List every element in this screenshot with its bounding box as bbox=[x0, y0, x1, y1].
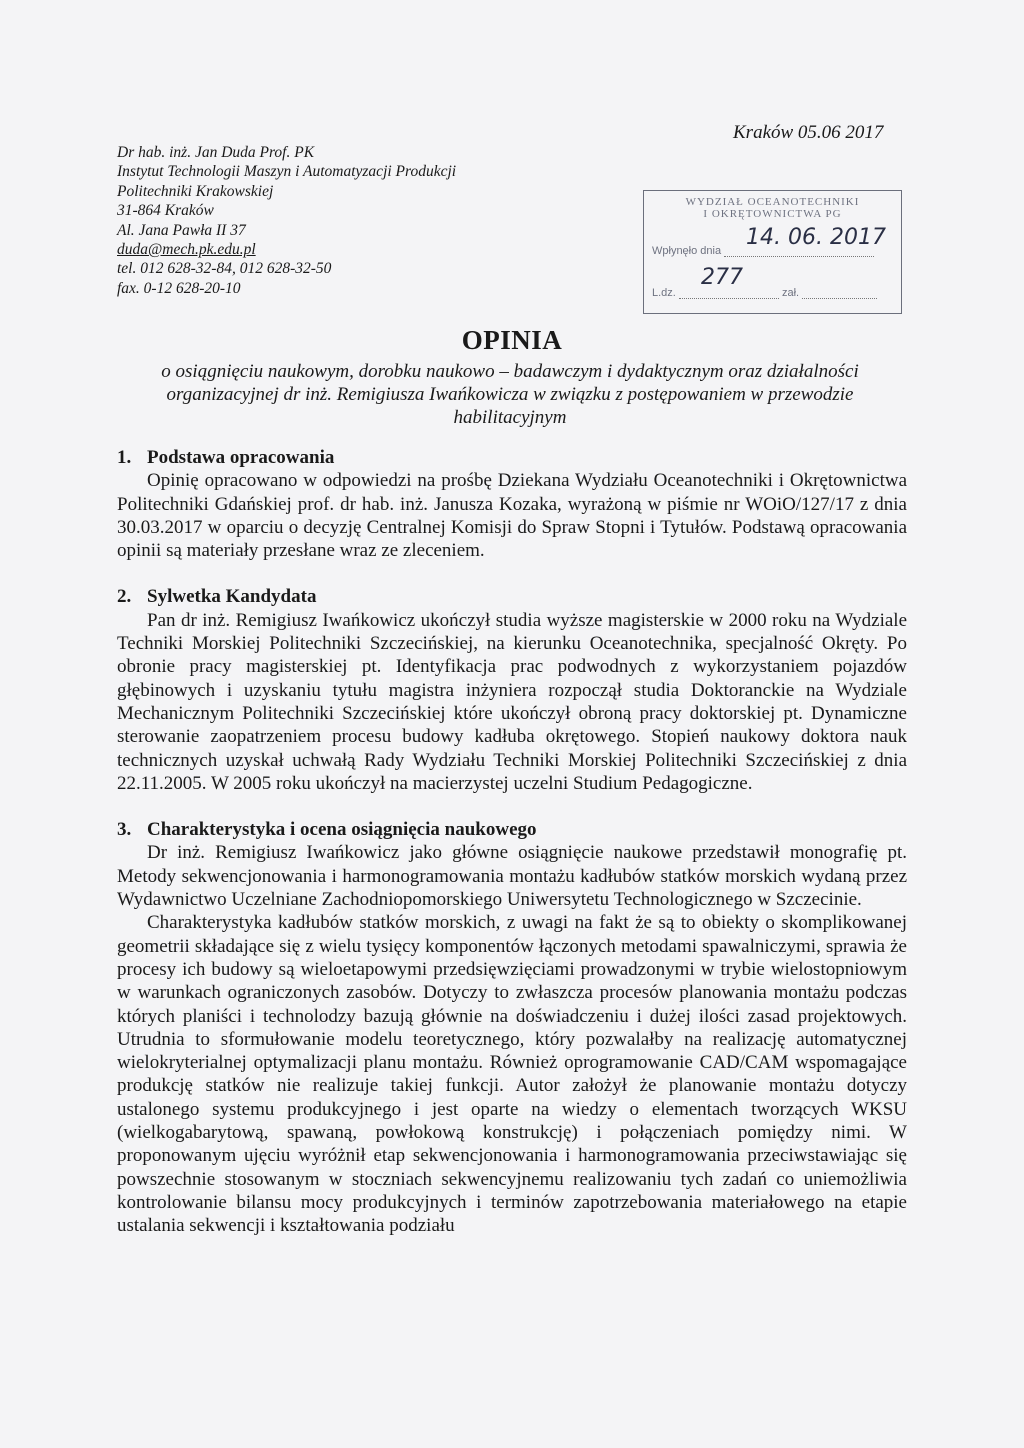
section-heading bbox=[117, 818, 907, 841]
sender-tel: tel. 012 628-32-84, 012 628-32-50 bbox=[117, 260, 332, 278]
section-title: Podstawa opracowania bbox=[147, 447, 335, 468]
document-subtitle: o osiągnięciu naukowym, dorobku naukowo – badawczym i dydaktycznym oraz działalności organizacyjnej dr inż. Remigiusza Iwańkowicza w związku z postępowaniem w przewodzie habilitacyjnym bbox=[161, 361, 859, 428]
stamp-ldz-dots bbox=[679, 298, 779, 299]
sender-street: Al. Jana Pawła II 37 bbox=[117, 221, 246, 239]
document-title: OPINIA bbox=[461, 325, 563, 355]
stamp-ldz-row bbox=[652, 287, 877, 299]
section-number: 2. bbox=[117, 586, 132, 608]
stamp-received-label: Wpłynęło dnia bbox=[652, 245, 722, 257]
section-number: 3. bbox=[117, 819, 132, 841]
stamp-zal-dots bbox=[802, 298, 877, 299]
sender-university: Politechniki Krakowskiej bbox=[117, 182, 274, 200]
sender-institute: Instytut Technologii Maszyn i Automatyzacji Produkcji bbox=[117, 163, 457, 181]
section-heading bbox=[117, 446, 907, 469]
place-date: Kraków 05.06 2017 bbox=[733, 122, 884, 143]
section-3 bbox=[117, 818, 907, 1237]
stamp-org bbox=[644, 196, 901, 220]
sender-postal: 31-864 Kraków bbox=[117, 202, 214, 220]
section-paragraph: Dr inż. Remigiusz Iwańkowicz jako główne osiągnięcie naukowe przedstawił monografię pt. Metody sekwencjonowania i harmonogramowania montażu kadłubów statków morskich wydaną przez Wydawnictwo Uczelniane Zachodniopomorskiego Uniwersytetu Technologicznego w Szczecinie. bbox=[117, 842, 907, 911]
section-heading bbox=[117, 585, 907, 608]
sender-email-link[interactable]: duda@mech.pk.edu.pl bbox=[117, 241, 256, 259]
stamp-org-line1: WYDZIAŁ OCEANOTECHNIKI bbox=[685, 196, 860, 208]
sender-block bbox=[117, 143, 456, 298]
document-body bbox=[117, 446, 907, 1261]
stamp-ldz-value: 277 bbox=[701, 265, 743, 290]
sender-name: Dr hab. inż. Jan Duda Prof. PK bbox=[117, 144, 315, 161]
stamp-org-line2: I OKRĘTOWNICTWA PG bbox=[703, 208, 842, 220]
stamp-ldz-label: L.dz. bbox=[652, 287, 676, 299]
sender-fax: fax. 0-12 628-20-10 bbox=[117, 279, 241, 297]
section-title: Charakterystyka i ocena osiągnięcia naukowego bbox=[147, 819, 537, 841]
section-1 bbox=[117, 446, 907, 562]
received-stamp bbox=[643, 190, 902, 314]
stamp-received-value: 14. 06. 2017 bbox=[746, 225, 886, 250]
section-number: 1. bbox=[117, 447, 132, 468]
stamp-zal-label: zał. bbox=[781, 287, 800, 299]
stamp-received-dots bbox=[724, 256, 874, 257]
section-paragraph: Pan dr inż. Remigiusz Iwańkowicz ukończył studia wyższe magisterskie w 2000 roku na Wydziale Techniki Morskiej Politechniki Szczecińskiej, na kierunku Oceanotechnika, specjalność Okręty. Po obronie pracy magisterskiej pt. Identyfikacja prac podwodnych z wykorzystaniem pojazdów głębinowych i uzyskaniu tytułu magistra inżyniera rozpoczął studia Doktoranckie na Wydziale Mechanicznym Politechniki Szczecińskiej które ukończył obroną pracy doktorskiej pt. Dynamiczne sterowanie zaopatrzeniem procesu budowy kadłuba okrętowego. Stopień naukowy doktora nauk technicznych uzyskał uchwałą Rady Wydziału Techniki Morskiej Politechniki Szczecińskiej z dnia 22.11.2005. W 2005 roku ukończył na macierzystej uczelni Studium Pedagogiczne. bbox=[117, 609, 907, 794]
section-paragraph: Charakterystyka kadłubów statków morskich, z uwagi na fakt że są to obiekty o skomplikowanej geometrii składające się z wielu tysięcy komponentów łączonych metodami spawalniczymi, sprawia że procesy ich budowy są wieloetapowymi przedsięwzięciami prowadzonymi w trybie wielostopniowym w warunkach ograniczonych zasobów. Dotyczy to zwłaszcza procesów planowania montażu podczas których planiści i technolodzy bazują głównie na doświadczeniu i dużej ilości zasad projektowych. Utrudnia to sformułowanie modelu teoretycznego, który pozwalałby na realizację automatycznej wielokryterialnej optymalizacji planu montażu. Również oprogramowanie CAD/CAM wspomagające produkcję statków nie realizuje takiej funkcji. Autor założył że planowanie montażu dotyczy ustalonego systemu produkcyjnego i jest oparte na wiedzy o elementach tworzących WKSU (wielkogabarytową, spawaną, powłokową konstrukcję) i połączeniach pomiędzy nimi. W proponowanym ujęciu wyróżnił etap sekwencjonowania i harmonogramowania przeciwstawiając się powszechnie stosowanym w stoczniach sekwencyjnemu realizowaniu tych zadań co uniemożliwia kontrolowanie bilansu mocy produkcyjnych i terminów zapotrzebowania materiałowego na etapie ustalania sekwencji i kształtowania podziału bbox=[117, 912, 907, 1237]
section-2 bbox=[117, 585, 907, 795]
section-title: Sylwetka Kandydata bbox=[147, 586, 317, 608]
section-paragraph: Opinię opracowano w odpowiedzi na prośbę Dziekana Wydziału Oceanotechniki i Okrętownictwa Politechniki Gdańskiej prof. dr hab. inż. Janusza Kozaka, wyrażoną w piśmie nr WOiO/127/17 z dnia 30.03.2017 w oparciu o decyzję Centralnej Komisji do Spraw Stopni i Tytułów. Podstawą opracowania opinii są materiały przesłane wraz ze zleceniem. bbox=[117, 470, 907, 562]
